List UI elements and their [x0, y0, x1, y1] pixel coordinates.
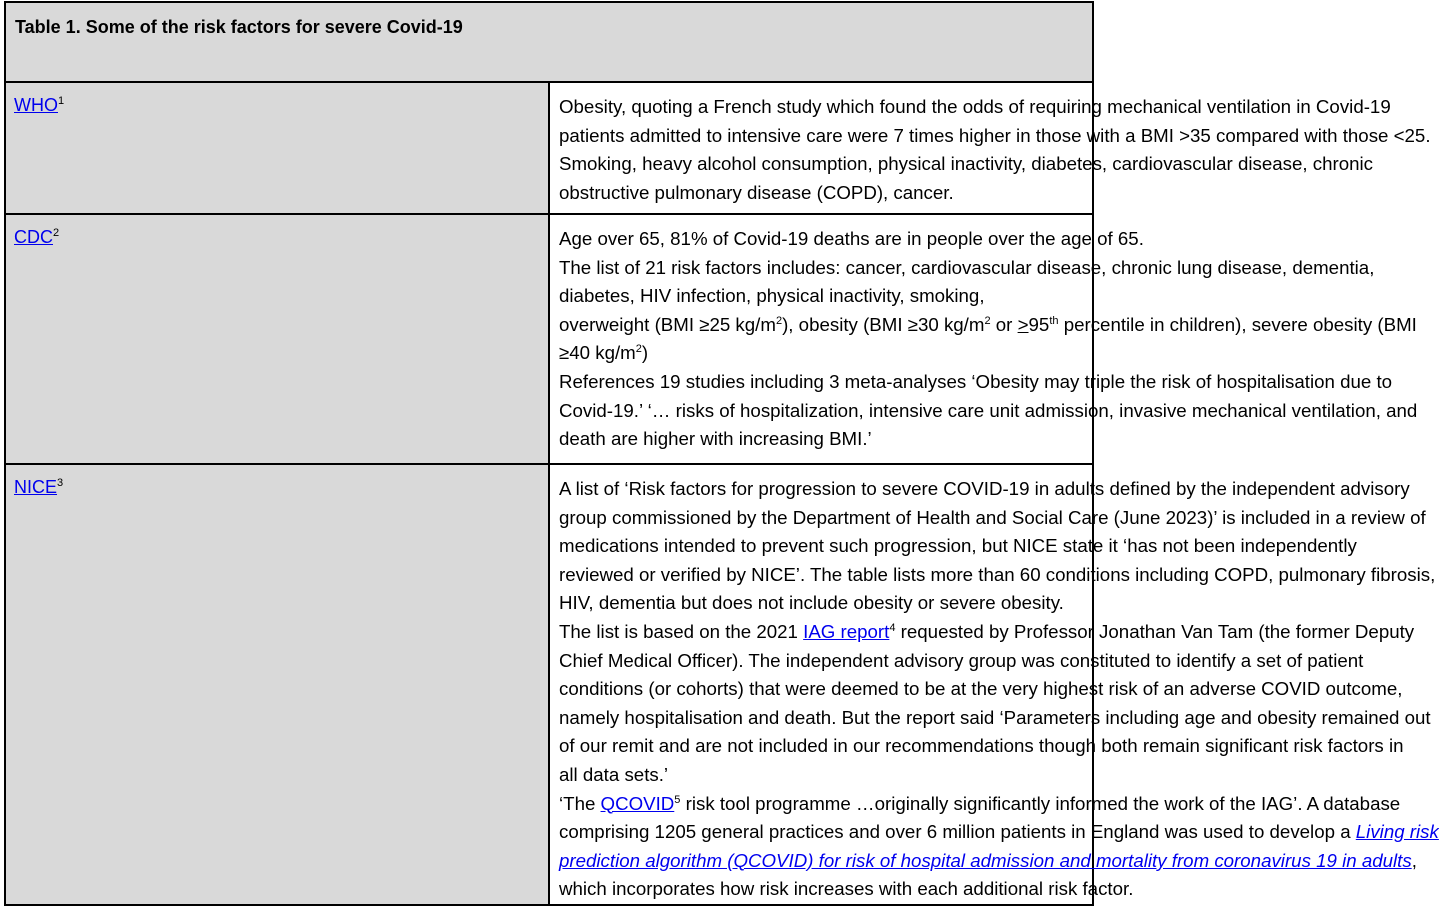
text-line: References 19 studies including 3 meta-analyses ‘Obesity may triple the risk of hospitalisation due to: [559, 370, 1393, 392]
text-line: all data sets.’: [559, 763, 669, 785]
superscript: 2: [635, 343, 642, 356]
iag-line: [559, 618, 1415, 647]
footnote-ref: 5: [674, 793, 681, 806]
db-line: [559, 818, 1439, 847]
algorithm-link[interactable]: prediction algorithm (QCOVID) for risk of hospital admission and mortality from coronavirus 19 in adults: [559, 849, 1412, 871]
description-cell: [549, 464, 1439, 905]
text-line: The list of 21 risk factors includes: cancer, cardiovascular disease, chronic lung disease, dementia,: [559, 256, 1375, 278]
bmi-line: [559, 311, 1417, 340]
description-cell: [549, 214, 1418, 464]
bmi-text: ≥40 kg/m: [559, 342, 636, 364]
algo-line: [559, 847, 1417, 876]
text-span: requested by Professor Jonathan Van Tam (the former Deputy: [895, 620, 1415, 642]
table-row: [5, 82, 1093, 214]
text-line: Age over 65, 81% of Covid-19 deaths are in people over the age of 65.: [559, 228, 1144, 249]
bmi-line: [559, 339, 1082, 368]
superscript: th: [1049, 314, 1059, 327]
text-line: Chief Medical Officer). The independent advisory group was constituted to identify a set of patient: [559, 649, 1364, 671]
qcovid-line: [559, 790, 1401, 819]
text-line: of our remit and are not included in our recommendations though both remain significant risk factors in: [559, 735, 1404, 757]
footnote-ref: 1: [58, 95, 65, 107]
description-cell: [549, 82, 1431, 214]
text-line: which incorporates how risk increases with each additional risk factor.: [559, 878, 1134, 900]
table-row: [5, 214, 1093, 464]
text-line: diabetes, HIV infection, physical inactivity, smoking,: [559, 285, 985, 307]
source-cell: [5, 214, 549, 464]
table-title: Table 1. Some of the risk factors for severe Covid-19: [5, 2, 1093, 82]
text-line: Covid-19.’ ‘… risks of hospitalization, intensive care unit admission, invasive mechanical ventilation, and: [559, 399, 1418, 421]
text-line: Smoking, heavy alcohol consumption, physical inactivity, diabetes, cardiovascular disease, chronic: [559, 153, 1374, 175]
bmi-text: percentile in children), severe obesity (BMI: [1058, 313, 1417, 335]
text-line: HIV, dementia but does not include obesity or severe obesity.: [559, 592, 1064, 614]
text-line: reviewed or verified by NICE’. The table lists more than 60 conditions including COPD, pulmonary fibrosis,: [559, 563, 1436, 585]
algorithm-link[interactable]: Living risk: [1355, 821, 1439, 843]
cdc-link[interactable]: CDC: [14, 227, 53, 247]
text-span: ,: [1411, 849, 1417, 871]
text-line: patients admitted to intensive care were 7 times higher in those with a BMI >35 compared with those <25.: [559, 124, 1431, 146]
text-line: conditions (or cohorts) that were deemed to be at the very highest risk of an adverse COVID outcome,: [559, 678, 1403, 700]
iag-report-link[interactable]: IAG report: [803, 620, 890, 642]
text-span: ‘The: [559, 792, 601, 814]
nice-link[interactable]: NICE: [14, 477, 58, 497]
table-title-row: [5, 2, 1093, 82]
bmi-text: ): [641, 342, 649, 364]
bmi-text: 95: [1028, 313, 1050, 335]
footnote-ref: 2: [53, 227, 60, 239]
text-line: group commissioned by the Department of Health and Social Care (June 2023)’ is included in a review of: [559, 506, 1426, 528]
qcovid-link[interactable]: QCOVID: [600, 792, 675, 814]
text-line: A list of ‘Risk factors for progression to severe COVID-19 in adults defined by the independent advisory: [559, 478, 1410, 499]
table-row: [5, 464, 1093, 905]
footnote-ref: 4: [889, 621, 896, 634]
text-line: medications intended to prevent such progression, but NICE state it ‘has not been independently: [559, 535, 1357, 557]
text-span: risk tool programme …originally significantly informed the work of the IAG’. A database: [680, 792, 1401, 814]
text-line: death are higher with increasing BMI.’: [559, 428, 872, 450]
text-span: The list is based on the 2021: [559, 620, 804, 642]
source-cell: [5, 82, 549, 214]
text-line: namely hospitalisation and death. But the report said ‘Parameters including age and obesity remained out: [559, 706, 1431, 728]
text-span: comprising 1205 general practices and over 6 million patients in England was used to develop a: [559, 821, 1356, 843]
footnote-ref: 3: [57, 477, 64, 489]
superscript: 2: [984, 314, 991, 327]
source-cell: [5, 464, 549, 905]
text-line: obstructive pulmonary disease (COPD), cancer.: [559, 181, 954, 203]
bmi-text: ), obesity (BMI ≥30 kg/m: [782, 313, 985, 335]
bmi-text: or: [990, 313, 1018, 335]
risk-factors-table: [4, 1, 1439, 906]
superscript: 2: [775, 314, 783, 327]
ge-symbol: >: [1017, 313, 1029, 335]
bmi-text: overweight (BMI ≥25 kg/m: [559, 313, 776, 335]
text-line: Obesity, quoting a French study which found the odds of requiring mechanical ventilation in Covid-19: [559, 96, 1391, 117]
who-link[interactable]: WHO: [14, 95, 58, 115]
